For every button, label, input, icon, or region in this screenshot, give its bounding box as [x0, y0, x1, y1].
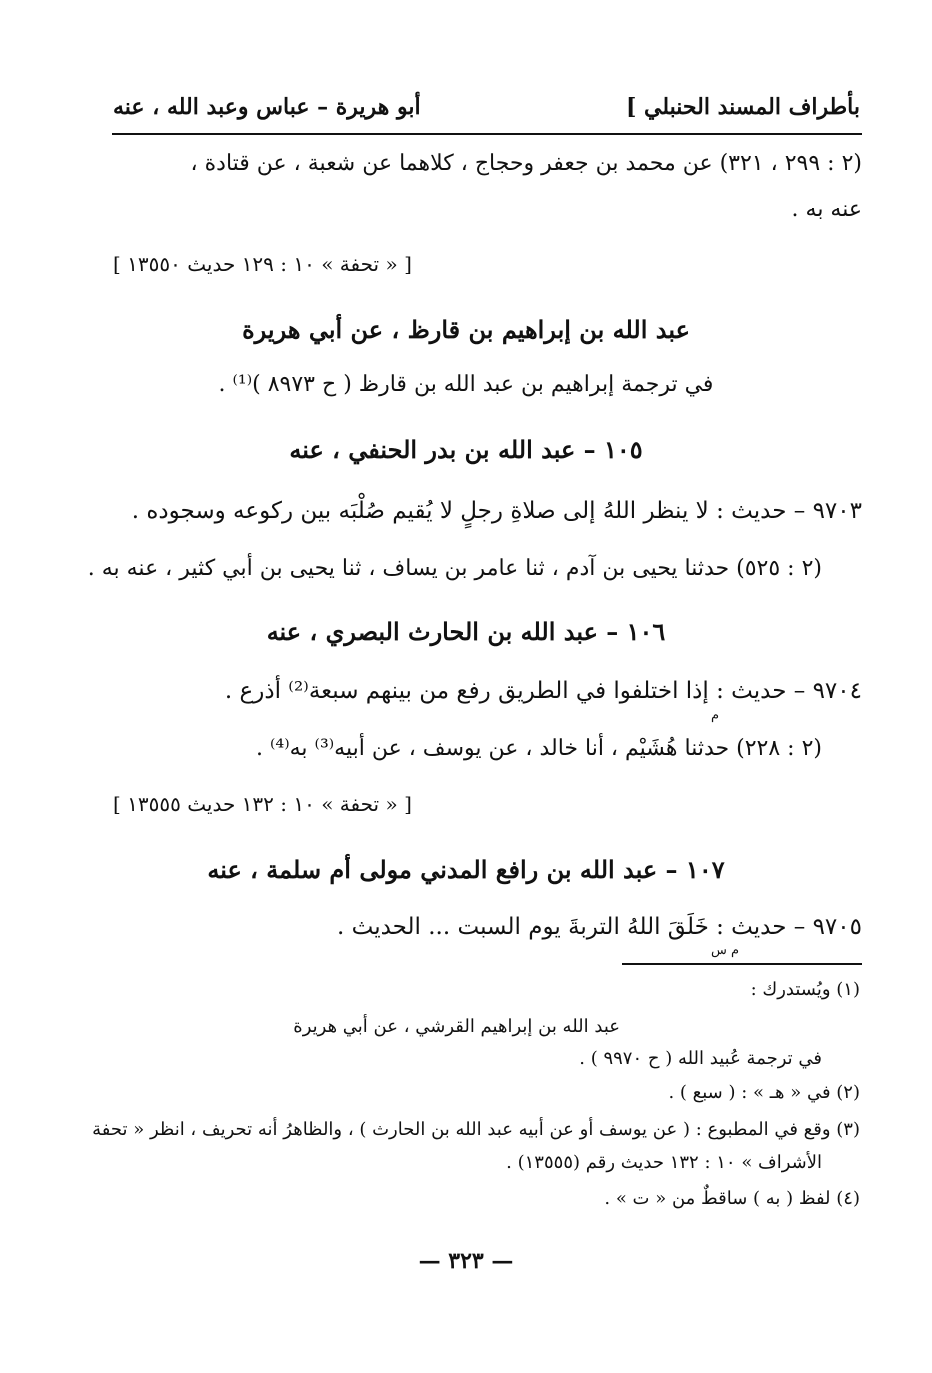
- page-number: — ٣٢٣ —: [418, 1248, 514, 1274]
- isnad-9703: (٢ : ٥٢٥) حدثنا يحيى بن آدم ، ثنا عامر بن يساف ، ثنا يحيى بن أبي كثير ، عنه به .: [87, 556, 822, 581]
- running-header-left: أبو هريرة – عباس وعبد الله ، عنه: [113, 94, 421, 120]
- tarjama-cross-reference: في ترجمة إبراهيم بن عبد الله بن قارظ ( ح ٨٩٧٣ )⁽¹⁾ .: [218, 372, 714, 397]
- hadith-9703: ٩٧٠٣ – حديث : لا ينظر اللهُ إلى صلاةِ رجلٍ لا يُقيم صُلْبَه بين ركوعه وسجوده .: [131, 498, 862, 524]
- tuhfa-reference-1: [ « تحفة » ١٠ : ١٢٩ حديث ١٣٥٥٠ ]: [113, 252, 412, 276]
- footnote-4: (٤) لفظ ( به ) ساقطٌ من « ت » .: [604, 1188, 860, 1209]
- header-rule: [112, 133, 862, 135]
- section-heading-107: ١٠٧ – عبد الله بن رافع المدني مولى أم سلمة ، عنه: [207, 855, 725, 884]
- running-header-right: بأطراف المسند الحنبلي ]: [625, 94, 860, 120]
- footnote-3-line-1: (٣) وقع في المطبوع : ( عن يوسف أو عن أبيه عبد الله بن الحارث ) ، والظاهرُ أنه تحريف ، انظر « تحفة: [92, 1119, 860, 1140]
- footnote-1-label: (١) ويُستدرك :: [750, 979, 860, 1000]
- text-line-1: (٢ : ٢٩٩ ، ٣٢١) عن محمد بن جعفر وحجاج ، كلاهما عن شعبة ، عن قتادة ،: [190, 151, 862, 176]
- hadith-9704: ٩٧٠٤ – حديث : إذا اختلفوا في الطريق رفع من بينهم سبعة⁽²⁾ أذرع .: [224, 678, 862, 704]
- footnote-3-line-2: الأشراف » ١٠ : ١٣٢ حديث رقم (١٣٥٥٥) .: [506, 1152, 822, 1173]
- footnote-1-line: في ترجمة عُبيد الله ( ح ٩٩٧٠ ) .: [579, 1048, 822, 1069]
- section-heading-105: ١٠٥ – عبد الله بن بدر الحنفي ، عنه: [289, 435, 643, 464]
- hadith-9705: ٩٧٠٥ – حديث : خَلَقَ اللهُ التربةَ يوم السبت ... الحديث .: [337, 914, 862, 940]
- section-heading-ibn-qarit: عبد الله بن إبراهيم بن قارظ ، عن أبي هريرة: [242, 315, 690, 344]
- isnad-9704: (٢ : ٢٢٨) حدثنا هُشَيْم ، أنا خالد ، عن يوسف ، عن أبيه⁽³⁾ به⁽⁴⁾ .: [256, 736, 822, 761]
- section-heading-106: ١٠٦ – عبد الله بن الحارث البصري ، عنه: [266, 617, 666, 646]
- hadith-9705-rumuz: م س: [710, 943, 739, 958]
- footnote-1-heading: عبد الله بن إبراهيم القرشي ، عن أبي هريرة: [293, 1016, 620, 1037]
- footnote-2: (٢) في « هـ » : ( سبع ) .: [668, 1082, 860, 1103]
- footnote-rule: [622, 963, 862, 965]
- text-line-2: عنه به .: [791, 197, 862, 222]
- hadith-9704-rumuz: م: [710, 708, 719, 723]
- tuhfa-reference-2: [ « تحفة » ١٠ : ١٣٢ حديث ١٣٥٥٥ ]: [113, 792, 412, 816]
